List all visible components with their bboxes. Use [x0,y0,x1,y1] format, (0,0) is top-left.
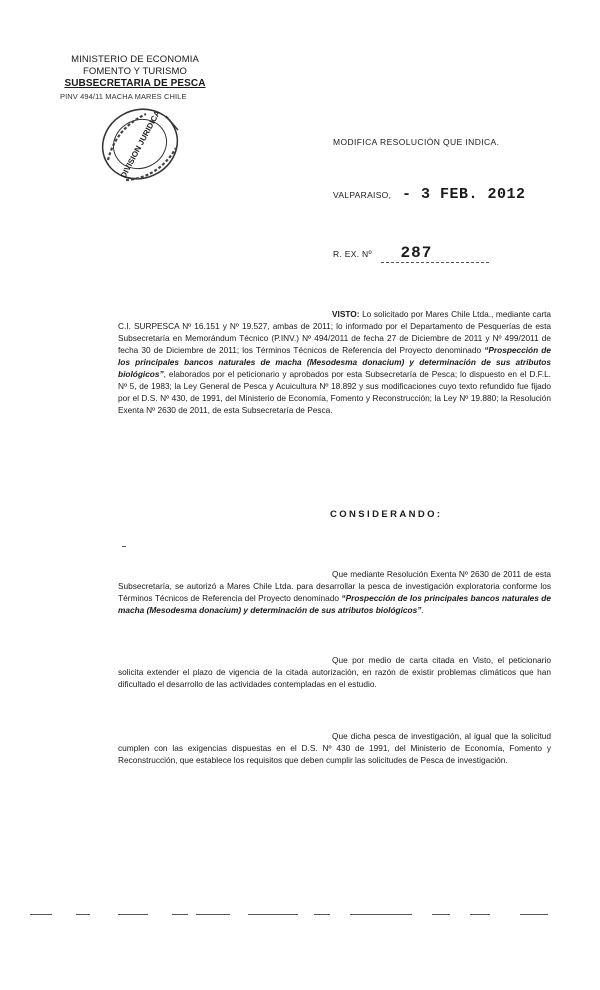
place-date-line [333,186,525,203]
considerando-paragraph-2: Que por medio de carta citada en Visto, el peticionario solicita extender el plazo de vigencia de la citada autorización, en razón de existir problemas climáticos que han dificultado el desarrollo de las actividades contempladas en el estudio. [118,655,551,689]
p1-project-title: “Prospección de los principales bancos naturales de macha (Mesodesma donacium) y determinación de sus atributos biológicos” [118,593,551,615]
p1-text-b: . [421,605,424,615]
ministry-line: MINISTERIO DE ECONOMIA [71,54,199,65]
visto-text-b: , elaborados por el peticionario y aprobados por esta Subsecretaría de Pesca; lo dispuesto en el D.F.L. Nº 5, de 1983; la Ley General de Pesca y Acuicultura Nº 18.892 y sus modificaciones cuyo texto refundido fue fijado por el D.S. Nº 430, de 1991, del Ministerio de Economía, Fomento y Reconstrucción; la Ley Nº 19.880; la Resolución Exenta Nº 2630 de 2011, de esta Subsecretaría de Pesca. [118,369,551,415]
reference-code: PINV 494/11 MACHA MARES CHILE [60,92,187,101]
resolution-subject: MODIFICA RESOLUCIÓN QUE INDICA. [333,137,500,147]
scan-mark [432,914,450,915]
resolution-date: - 3 FEB. 2012 [401,186,526,203]
scan-mark [314,914,330,915]
considerando-paragraph-1 [118,568,551,616]
scan-mark [76,914,90,915]
scan-mark [520,914,548,915]
scan-mark [470,914,490,915]
letterhead [60,54,210,103]
division-juridica-stamp [96,100,184,188]
visto-project-title: “Prospección de los principales bancos naturales de macha (Mesodesma donacium) y determinación de sus atributos biológicos” [118,345,551,379]
rex-number: 287 [381,244,489,263]
rex-label: R. EX. Nº [333,249,372,259]
subsecretaria-line: SUBSECRETARIA DE PESCA [64,78,206,89]
place-name: VALPARAISO, [333,190,392,200]
considerando-heading: CONSIDERANDO: [330,509,443,520]
scan-mark [350,914,412,915]
visto-paragraph [118,308,551,416]
scan-mark [196,914,230,915]
resolution-number-line [333,244,489,263]
p1-text-a: Que mediante Resolución Exenta Nº 2630 de 2011 de esta Subsecretaría, se autorizó a Mares Chile Ltda. para desarrollar la pesca de investigación exploratoria conforme los Términos Técnicos de Referencia del Proyecto denominado [118,569,551,603]
scan-mark [118,914,148,915]
scan-mark [172,914,188,915]
scan-mark [122,546,126,547]
scan-mark [248,914,298,915]
considerando-paragraph-3: Que dicha pesca de investigación, al igual que la solicitud cumplen con las exigencias dispuestas en el D.S. Nº 430 de 1991, del Ministerio de Economía, Fomento y Reconstrucción, que establece los requisitos que deben cumplir las solicitudes de Pesca de investigación. [118,731,551,765]
visto-text-a: Lo solicitado por Mares Chile Ltda., mediante carta C.I. SURPESCA Nº 16.151 y Nº 19.527, ambas de 2011; lo informado por el Departamento de Pesquerías de esta Subsecretaría en Memorándum Técnico (P.INV.) Nº 494/2011 de fecha 27 de Diciembre de 2011 y Nº 499/2011 de fecha 30 de Diciembre de 2011; los Términos Técnicos de Referencia del Proyecto denominado [118,309,551,355]
visto-lead: VISTO: [332,309,360,319]
stamp-text: DIVISION JURIDICA [118,108,163,180]
ministry-subline: FOMENTO Y TURISMO [83,66,187,77]
scan-mark [30,914,52,915]
